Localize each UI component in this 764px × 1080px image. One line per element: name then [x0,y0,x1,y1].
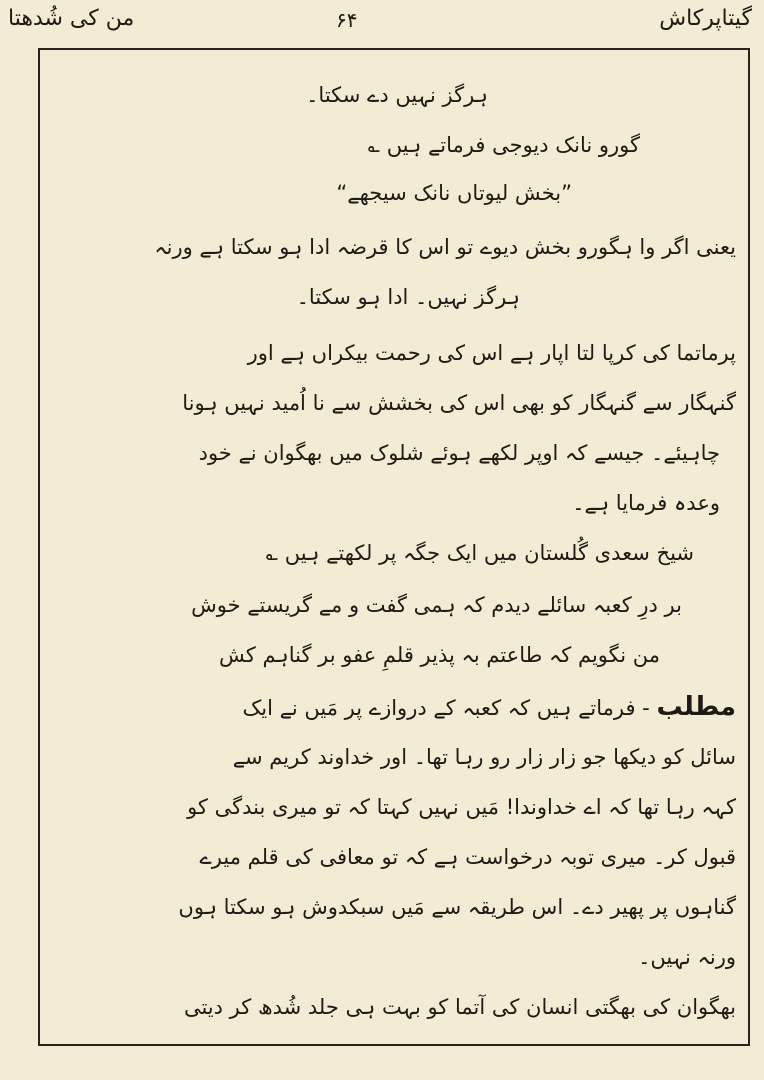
text-line: ورنہ نہیں۔ [638,945,736,969]
verse-line: بر درِ کعبہ سائلے دیدم کہ ہمی گفت و مے گریستے خوش [191,593,682,617]
text-line: ہرگز نہیں دے سکتا۔ [306,83,488,107]
page-header [0,0,764,48]
chapter-title: من کی شُدھتا [8,6,135,31]
text-line: شیخ سعدی گُلستان میں ایک جگہ پر لکھتے ہیں ؎ [265,541,694,565]
text-line: وعدہ فرمایا ہے۔ [572,491,720,515]
text-line: کہہ رہا تھا کہ اے خداوندا! مَیں نہیں کہتا کہ تو میری بندگی کو [187,795,736,819]
text-line: گناہوں پر پھیر دے۔ اس طریقہ سے مَیں سبکدوش ہو سکتا ہوں [178,895,736,919]
text-line: گورو نانک دیوجی فرماتے ہیں ؎ [367,133,640,157]
text-line: قبول کر۔ میری توبہ درخواست ہے کہ تو معافی کی قلم میرے [199,845,736,869]
text-line: چاہیئے۔ جیسے کہ اوپر لکھے ہوئے شلوک میں بھگوان نے خود [198,441,720,465]
text-line: بھگوان کی بھگتی انسان کی آتما کو بہت ہی جلد شُدھ کر دیتی [183,995,736,1019]
text-line: یعنی اگر وا ہگورو بخش دیوے تو اس کا قرضہ ادا ہو سکتا ہے ورنہ [154,235,736,259]
text-line: سائل کو دیکھا جو زار زار رو رہا تھا۔ اور خداوند کریم سے [232,745,736,769]
text-line: گنہگار سے گنہگار کو بھی اس کی بخشش سے نا اُمید نہیں ہونا [182,391,736,415]
text-line: ہرگز نہیں۔ ادا ہو سکتا۔ [296,285,520,309]
text-line: ”بخش لیوتاں نانک سیجھے“ [336,181,572,205]
text-line: مطلب - فرماتے ہیں کہ کعبہ کے دروازے پر مَیں نے ایک [242,692,736,722]
page-number: ۶۴ [336,8,358,32]
text-line: پرماتما کی کرپا لتا اپار ہے اس کی رحمت بیکراں ہے اور [247,341,736,365]
verse-line: من نگویم کہ طاعتم بہ پذیر قلمِ عفو بر گناہم کش [219,643,660,667]
book-title: گیتاپرکاش [659,6,752,31]
emphasis-word: مطلب [656,692,736,722]
